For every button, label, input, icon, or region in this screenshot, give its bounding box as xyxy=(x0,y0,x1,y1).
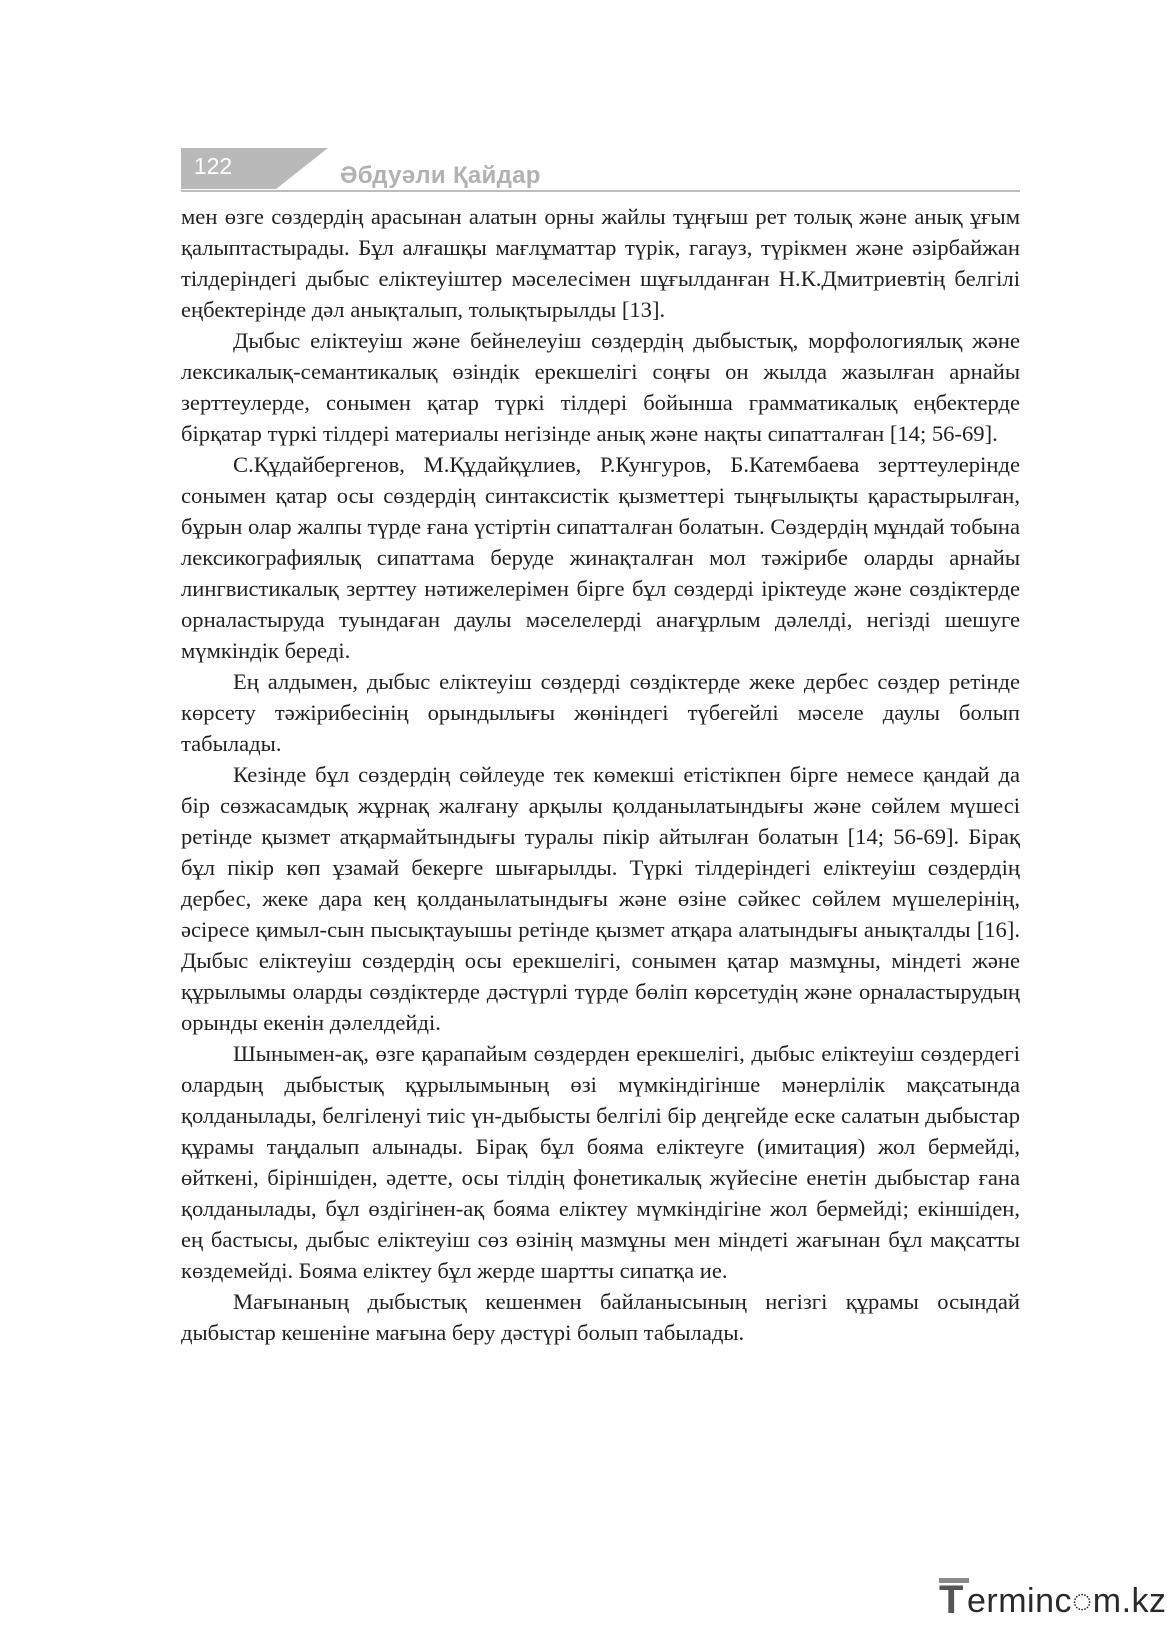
watermark-o-mark: ◌ xyxy=(1072,1582,1093,1620)
watermark-tail: m.kz xyxy=(1092,1582,1167,1620)
paragraph: С.Құдайбергенов, М.Құдайқұлиев, Р.Кунгуров, Б.Катембаева зерттеулерінде сонымен қатар осы сөздердің синтаксистік қызметтері тыңғылықты қарастырылған, бұрын олар жалпы түрде ғана үстіртін сипатталған болатын. Сөздердің мұндай тобына лексикографиялық сипаттама беруде жинақталған мол тәжірибе оларды арнайы лингвистикалық зерттеу нәтижелерімен бірге бұл сөздерді іріктеуде және сөздіктерде орналастыруда туындаған даулы мәселелерді анағұрлым дәлелді, негізді шешуге мүмкіндік береді. xyxy=(181,452,1020,663)
paragraph: Ең алдымен, дыбыс еліктеуіш сөздерді сөздіктерде жеке дербес сөздер ретінде көрсету тәжірибесінің орындылығы жөніндегі түбегейлі мәселе даулы болып табылады. xyxy=(181,669,1020,756)
termincom-watermark xyxy=(939,1578,1167,1622)
watermark-text xyxy=(967,1582,1167,1621)
body-text xyxy=(181,201,1020,1348)
page-number-tab-slope xyxy=(276,148,328,189)
paragraph: мен өзге сөздердің арасынан алатын орны жайлы тұңғыш рет толық және анық ұғым қалыптастырады. Бұл алғашқы мағлұматтар түрік, гагауз, түрікмен және әзірбайжан тілдеріндегі дыбыс еліктеуіштер мәселесімен шұғылданған Н.К.Дмитриевтің белгілі еңбектерінде дәл анықталып, толықтырылды [13]. xyxy=(181,204,1020,322)
paragraph: Мағынаның дыбыстық кешенмен байланысының негізгі құрамы осындай дыбыстар кешеніне мағына беру дәстүрі болып табылады. xyxy=(181,1289,1020,1345)
running-head: Әбдуәли Қайдар xyxy=(340,162,541,189)
page-header xyxy=(181,148,1020,193)
paragraph: Кезінде бұл сөздердің сөйлеуде тек көмекші етістікпен бірге немесе қандай да бір сөзжасамдық жұрнақ жалғану арқылы қолданылатындығы және сөйлем мүшесі ретінде қызмет атқармайтындығы туралы пікір айтылған болатын [14; 56-69]. Бірақ бұл пікір көп ұзамай бекерге шығарылды. Түркі тілдеріндегі еліктеуіш сөздердің дербес, жеке дара кең қолданылатындығы және өзіне сәйкес сөйлем мүшелерінің, әсіресе қимыл-сын пысықтауышы ретінде қызмет атқара алатындығы анықталды [16]. Дыбыс еліктеуіш сөздердің осы ерекшелігі, сонымен қатар мазмұны, міндеті және құрылымы оларды сөздіктерде дәстүрлі түрде бөліп көрсетудің және орналастырудың орынды екенін дәлелдейді. xyxy=(181,762,1020,1035)
watermark-text-part: erminc xyxy=(967,1582,1073,1620)
paragraph: Дыбыс еліктеуіш және бейнелеуіш сөздердің дыбыстық, морфологиялық және лексикалық-семантикалық өзіндік ерекшелігі соңғы он жылда жазылған арнайы зерттеулерде, сонымен қатар түркі тілдері бойынша грамматикалық еңбектерде бірқатар түркі тілдері материалы негізінде анық және нақты сипатталған [14; 56-69]. xyxy=(181,328,1020,446)
paragraph: Шынымен-ақ, өзге қарапайым сөздерден ерекшелігі, дыбыс еліктеуіш сөздердегі олардың дыбыстық құрылымының өзі мүмкіндігінше мәнерлілік мақсатында қолданылады, белгіленуі тиіс үн-дыбысты белгілі бір деңгейде еске салатын дыбыстар құрамы таңдалып алынады. Бірақ бұл бояма еліктеуге (имитация) жол бермейді, өйткені, біріншіден, әдетте, осы тілдің фонетикалық жүйесіне енетін дыбыстар ғана қолданылады, бұл өздігінен-ақ бояма еліктеу мүмкіндігіне жол бермейді; екіншіден, ең бастысы, дыбыс еліктеуіш сөз өзінің мазмұны мен міндеті жағынан бұл мақсатты көздемейді. Бояма еліктеу бұл жерде шартты сипатқа ие. xyxy=(181,1041,1020,1283)
watermark-letter-t: T xyxy=(939,1578,964,1622)
page-number: 122 xyxy=(193,153,233,179)
header-rule xyxy=(181,190,1020,192)
